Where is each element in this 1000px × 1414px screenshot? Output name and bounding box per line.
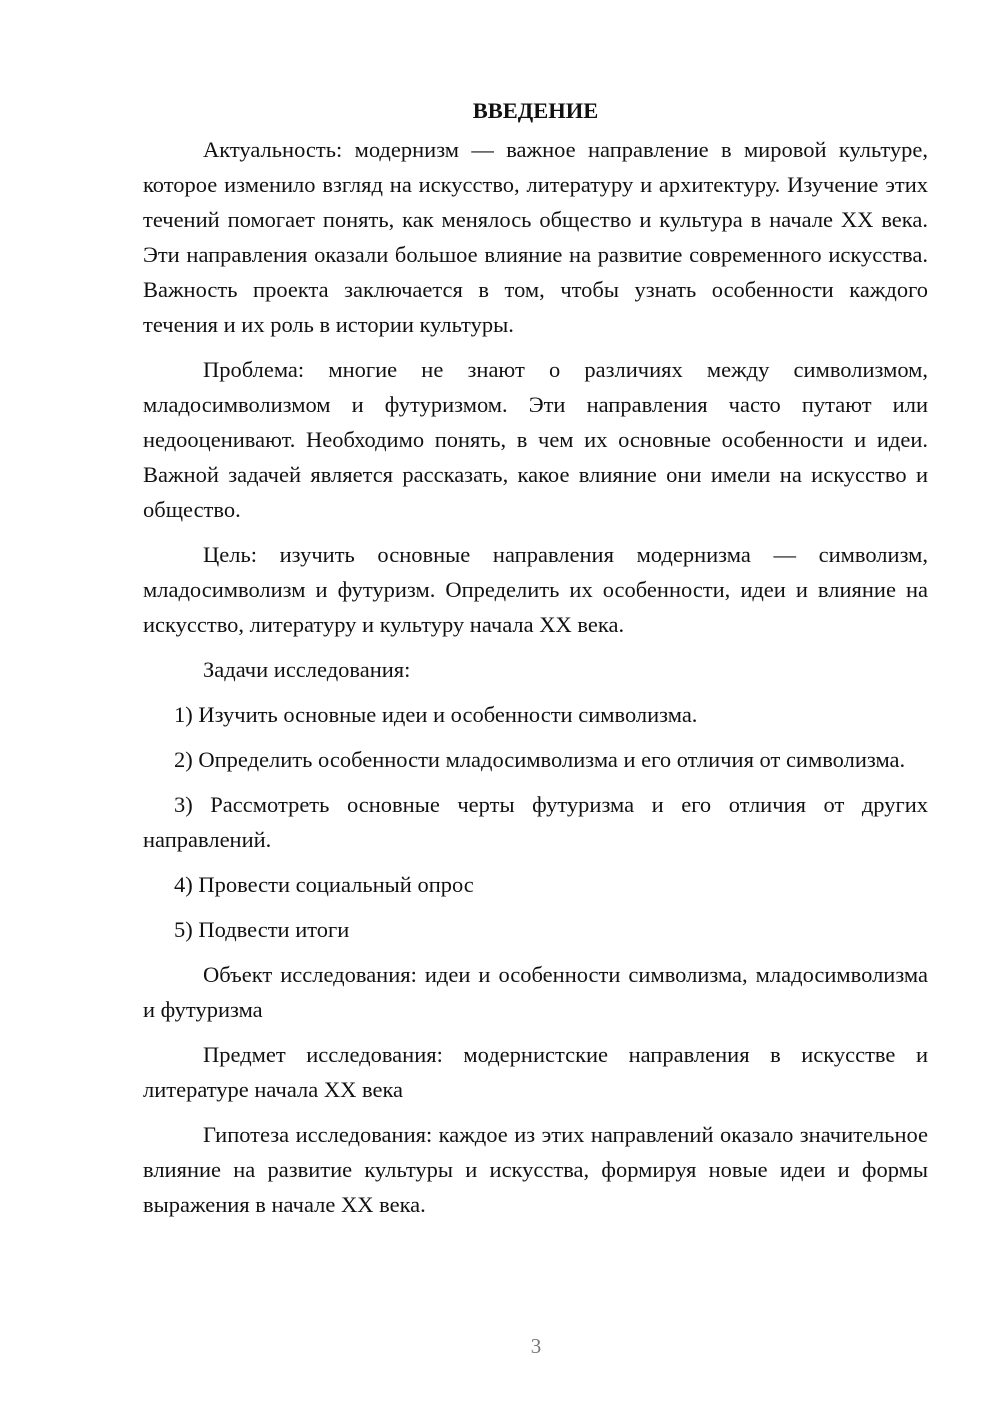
paragraph-problem: Проблема: многие не знают о различиях между символизмом, младосимволизмом и футуризмом. Эти направления часто путают или недооценивают. Необходимо понять, в чем их основные особенности и идеи. Важной задачей является рассказать, какое влияние они имели на искусство и общество. (143, 357, 928, 522)
page-number: 3 (530, 1334, 542, 1358)
page-content (143, 93, 928, 1232)
task-item-5: 5) Подвести итоги (174, 917, 350, 942)
paragraph-relevance: Актуальность: модернизм — важное направление в мировой культуре, которое изменило взгляд на искусство, литературу и архитектуру. Изучение этих течений помогает понять, как менялось общество и культура в начале XX века. Эти направления оказали большое влияние на развитие современного искусства. Важность проекта заключается в том, чтобы узнать особенности каждого течения и их роль в истории культуры. (143, 137, 928, 337)
paragraph-hypothesis: Гипотеза исследования: каждое из этих направлений оказало значительное влияние на развитие культуры и искусства, формируя новые идеи и формы выражения в начале XX века. (143, 1122, 928, 1217)
task-item-1: 1) Изучить основные идеи и особенности символизма. (174, 702, 698, 727)
tasks-title: Задачи исследования: (203, 657, 411, 682)
paragraph-object: Объект исследования: идеи и особенности символизма, младосимволизма и футуризма (143, 962, 928, 1022)
page-title: ВВЕДЕНИЕ (472, 98, 599, 123)
task-item-2: 2) Определить особенности младосимволизма и его отличия от символизма. (174, 747, 906, 772)
paragraph-subject: Предмет исследования: модернистские направления в искусстве и литературе начала XX века (143, 1042, 928, 1102)
task-item-3: 3) Рассмотреть основные черты футуризма и его отличия от других направлений. (143, 792, 928, 852)
paragraph-goal: Цель: изучить основные направления модернизма — символизм, младосимволизм и футуризм. Определить их особенности, идеи и влияние на искусство, литературу и культуру начала XX века. (143, 542, 928, 637)
task-item-4: 4) Провести социальный опрос (174, 872, 474, 897)
